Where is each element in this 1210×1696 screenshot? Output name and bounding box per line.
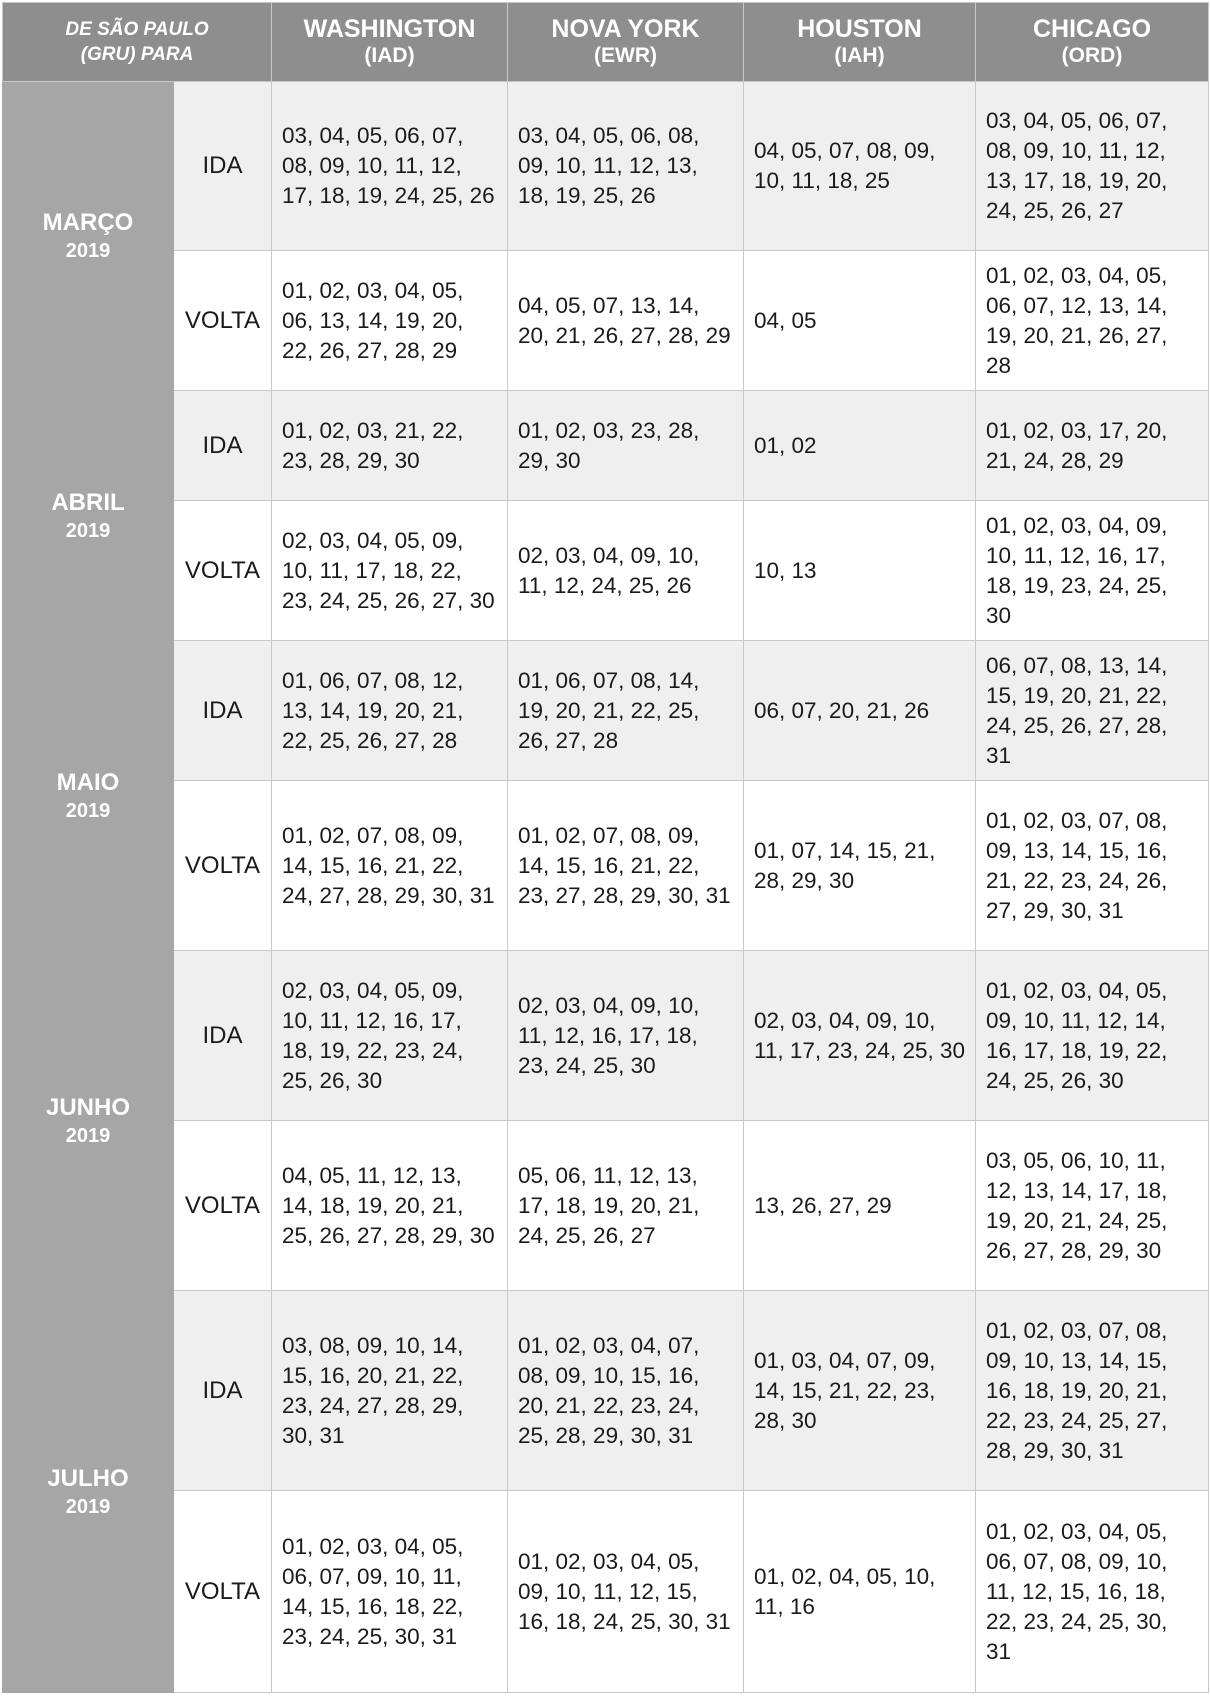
dates-cell: 02, 03, 04, 09, 10, 11, 17, 23, 24, 25, 30	[744, 951, 976, 1121]
header-washington	[272, 3, 508, 82]
origin-line-2: (GRU) PARA	[80, 44, 194, 65]
flight-dates-table	[2, 2, 1209, 1693]
dates-cell: 01, 02, 07, 08, 09, 14, 15, 16, 21, 22, 23, 27, 28, 29, 30, 31	[508, 781, 744, 951]
table-row	[3, 251, 1209, 391]
dates-cell: 02, 03, 04, 05, 09, 10, 11, 17, 18, 22, 23, 24, 25, 26, 27, 30	[272, 501, 508, 641]
month-year: 2019	[65, 1495, 111, 1518]
month-cell-julho	[3, 1291, 174, 1693]
city-name: NOVA YORK	[551, 14, 700, 43]
dates-cell: 03, 04, 05, 06, 07, 08, 09, 10, 11, 12, 13, 17, 18, 19, 20, 24, 25, 26, 27	[976, 82, 1209, 251]
table-row	[3, 501, 1209, 641]
airport-code: (IAD)	[364, 43, 415, 67]
dates-cell: 04, 05, 07, 13, 14, 20, 21, 26, 27, 28, 29	[508, 251, 744, 391]
table-row	[3, 781, 1209, 951]
dates-cell: 02, 03, 04, 09, 10, 11, 12, 24, 25, 26	[508, 501, 744, 641]
dates-cell: 06, 07, 08, 13, 14, 15, 19, 20, 21, 22, 24, 25, 26, 27, 28, 31	[976, 641, 1209, 781]
dates-cell: 10, 13	[744, 501, 976, 641]
month-name: ABRIL	[51, 488, 125, 516]
airport-code: (ORD)	[1061, 43, 1123, 67]
dates-cell: 01, 02, 03, 04, 05, 06, 13, 14, 19, 20, 22, 26, 27, 28, 29	[272, 251, 508, 391]
header-row	[3, 3, 1209, 82]
dates-cell: 01, 06, 07, 08, 12, 13, 14, 19, 20, 21, 22, 25, 26, 27, 28	[272, 641, 508, 781]
origin-header	[3, 3, 272, 82]
dates-cell: 01, 07, 14, 15, 21, 28, 29, 30	[744, 781, 976, 951]
table-row	[3, 82, 1209, 251]
origin-line-1: DE SÃO PAULO	[65, 19, 209, 40]
direction-volta: VOLTA	[174, 251, 272, 391]
direction-ida: IDA	[174, 1291, 272, 1491]
month-name: MARÇO	[42, 209, 134, 236]
dates-cell: 04, 05	[744, 251, 976, 391]
dates-cell: 13, 26, 27, 29	[744, 1121, 976, 1291]
table-row	[3, 641, 1209, 781]
month-cell-abril	[3, 391, 174, 641]
table-row	[3, 1291, 1209, 1491]
city-name: WASHINGTON	[303, 14, 476, 43]
direction-ida: IDA	[174, 641, 272, 781]
dates-cell: 03, 04, 05, 06, 07, 08, 09, 10, 11, 12, 17, 18, 19, 24, 25, 26	[272, 82, 508, 251]
month-cell-maio	[3, 641, 174, 951]
direction-volta: VOLTA	[174, 1491, 272, 1693]
dates-cell: 01, 06, 07, 08, 14, 19, 20, 21, 22, 25, 26, 27, 28	[508, 641, 744, 781]
direction-ida: IDA	[174, 82, 272, 251]
direction-ida: IDA	[174, 391, 272, 501]
dates-cell: 01, 02, 03, 21, 22, 23, 28, 29, 30	[272, 391, 508, 501]
dates-cell: 01, 02, 03, 17, 20, 21, 24, 28, 29	[976, 391, 1209, 501]
dates-cell: 03, 08, 09, 10, 14, 15, 16, 20, 21, 22, 23, 24, 27, 28, 29, 30, 31	[272, 1291, 508, 1491]
airport-code: (EWR)	[594, 43, 657, 67]
dates-cell: 01, 02, 03, 07, 08, 09, 13, 14, 15, 16, 21, 22, 23, 24, 26, 27, 29, 30, 31	[976, 781, 1209, 951]
direction-volta: VOLTA	[174, 1121, 272, 1291]
direction-volta: VOLTA	[174, 501, 272, 641]
month-name: JULHO	[47, 1464, 129, 1492]
month-name: MAIO	[56, 768, 120, 796]
month-year: 2019	[65, 240, 111, 262]
dates-cell: 01, 02, 07, 08, 09, 14, 15, 16, 21, 22, 24, 27, 28, 29, 30, 31	[272, 781, 508, 951]
dates-cell: 01, 02, 03, 04, 05, 06, 07, 12, 13, 14, 19, 20, 21, 26, 27, 28	[976, 251, 1209, 391]
dates-cell: 03, 05, 06, 10, 11, 12, 13, 14, 17, 18, 19, 20, 21, 24, 25, 26, 27, 28, 29, 30	[976, 1121, 1209, 1291]
dates-cell: 06, 07, 20, 21, 26	[744, 641, 976, 781]
month-year: 2019	[65, 1124, 111, 1147]
direction-volta: VOLTA	[174, 781, 272, 951]
dates-cell: 01, 02, 03, 23, 28, 29, 30	[508, 391, 744, 501]
header-nova-york	[508, 3, 744, 82]
dates-cell: 04, 05, 07, 08, 09, 10, 11, 18, 25	[744, 82, 976, 251]
header-houston	[744, 3, 976, 82]
airport-code: (IAH)	[834, 43, 885, 67]
dates-cell: 01, 02, 03, 04, 09, 10, 11, 12, 16, 17, 18, 19, 23, 24, 25, 30	[976, 501, 1209, 641]
city-name: HOUSTON	[797, 14, 922, 43]
table-row	[3, 951, 1209, 1121]
dates-cell: 02, 03, 04, 05, 09, 10, 11, 12, 16, 17, 18, 19, 22, 23, 24, 25, 26, 30	[272, 951, 508, 1121]
dates-cell: 01, 02, 03, 04, 05, 09, 10, 11, 12, 15, 16, 18, 24, 25, 30, 31	[508, 1491, 744, 1693]
dates-cell: 01, 02, 04, 05, 10, 11, 16	[744, 1491, 976, 1693]
table-row	[3, 1121, 1209, 1291]
dates-cell: 01, 02, 03, 04, 05, 06, 07, 09, 10, 11, 14, 15, 16, 18, 22, 23, 24, 25, 30, 31	[272, 1491, 508, 1693]
direction-ida: IDA	[174, 951, 272, 1121]
dates-cell: 05, 06, 11, 12, 13, 17, 18, 19, 20, 21, 24, 25, 26, 27	[508, 1121, 744, 1291]
dates-cell: 01, 02, 03, 07, 08, 09, 10, 13, 14, 15, 16, 18, 19, 20, 21, 22, 23, 24, 25, 27, 28, 29, 30, 31	[976, 1291, 1209, 1491]
dates-cell: 01, 02, 03, 04, 05, 09, 10, 11, 12, 14, 16, 17, 18, 19, 22, 24, 25, 26, 30	[976, 951, 1209, 1121]
month-year: 2019	[65, 519, 111, 542]
header-chicago	[976, 3, 1209, 82]
month-name: JUNHO	[45, 1093, 130, 1121]
dates-cell: 03, 04, 05, 06, 08, 09, 10, 11, 12, 13, 18, 19, 25, 26	[508, 82, 744, 251]
dates-cell: 02, 03, 04, 09, 10, 11, 12, 16, 17, 18, 23, 24, 25, 30	[508, 951, 744, 1121]
table-row	[3, 391, 1209, 501]
month-cell-marco	[3, 82, 174, 391]
dates-cell: 01, 02	[744, 391, 976, 501]
dates-cell: 01, 02, 03, 04, 05, 06, 07, 08, 09, 10, 11, 12, 15, 16, 18, 22, 23, 24, 25, 30, 31	[976, 1491, 1209, 1693]
dates-cell: 01, 03, 04, 07, 09, 14, 15, 21, 22, 23, 28, 30	[744, 1291, 976, 1491]
dates-cell: 04, 05, 11, 12, 13, 14, 18, 19, 20, 21, 25, 26, 27, 28, 29, 30	[272, 1121, 508, 1291]
city-name: CHICAGO	[1032, 14, 1152, 43]
month-year: 2019	[65, 799, 111, 822]
dates-cell: 01, 02, 03, 04, 07, 08, 09, 10, 15, 16, 20, 21, 22, 23, 24, 25, 28, 29, 30, 31	[508, 1291, 744, 1491]
table-row	[3, 1491, 1209, 1693]
month-cell-junho	[3, 951, 174, 1291]
